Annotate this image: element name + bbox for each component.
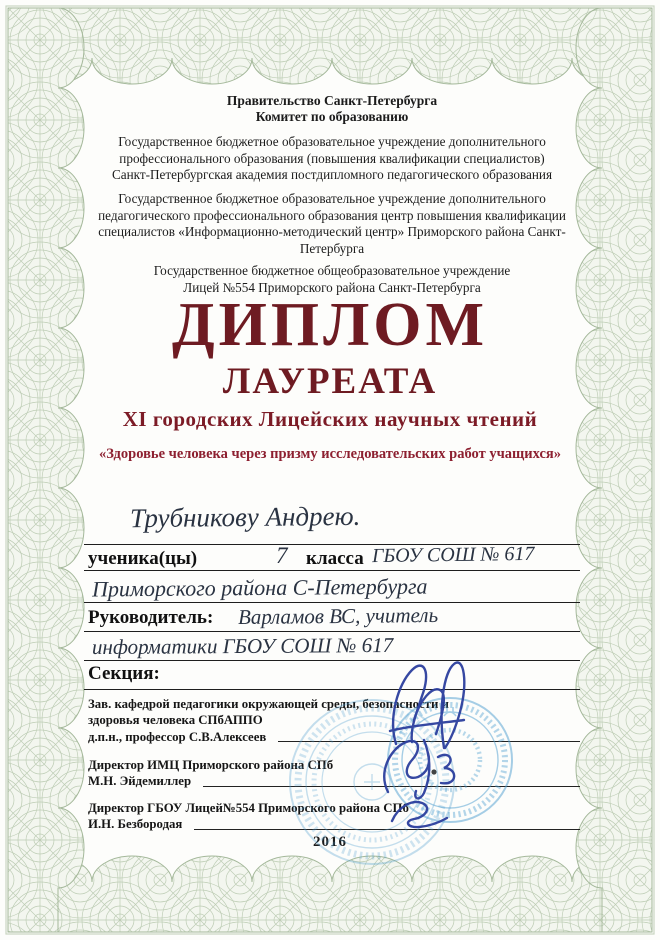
year-label: 2016 [313, 834, 347, 850]
stamp-dot [431, 769, 436, 774]
diploma-subtitle: ЛАУРЕАТА [222, 361, 438, 402]
grade-handwritten: 7 [276, 543, 288, 568]
gov-line-2: Комитет по образованию [255, 109, 409, 125]
signer-name: д.п.н., профессор С.В.Алексеев [88, 729, 267, 744]
signer-role: Директор ИМЦ Приморского района СПб [88, 758, 334, 772]
signer-name: М.Н. Эйдемиллер [88, 774, 192, 789]
district-handwritten: Приморского района С-Петербурга [91, 573, 428, 602]
event-title: XI городских Лицейских научных чтений [122, 407, 538, 431]
signer-role: Директор ГБОУ Лицей№554 Приморского района СПб [88, 801, 409, 815]
supervisor-handwritten: Варламов ВС, учитель [237, 602, 439, 630]
student-name-handwritten: Трубникову Андрею. [129, 500, 361, 534]
organization-imc: Государственное бюджетное образовательное учреждение дополнительного педагогического профессионального образования центр повышения квалификации специалистов «Информационно-методический центр» Приморского района Санкт-Петербурга [98, 191, 566, 256]
school-handwritten: ГБОУ СОШ № 617 [371, 542, 535, 568]
diploma-title: ДИПЛОМ [171, 291, 489, 359]
organization-appo: Государственное бюджетное образовательное учреждение дополнительного профессионального образования (повышения квалификации специалистов) Санкт-Петербургская академия постдипломного педагогического образования [111, 134, 553, 182]
organization-lyceum: Государственное бюджетное общеобразовательное учреждение Лицей №554 Приморского района Санкт-Петербурга [153, 263, 511, 295]
supervisor-label: Руководитель: [88, 607, 214, 628]
grade-label: класса [306, 548, 364, 569]
section-label: Секция: [88, 663, 160, 684]
signer-name: И.Н. Безбородая [88, 817, 183, 832]
student-label: ученика(цы) [88, 548, 198, 569]
gov-line-1: Правительство Санкт-Петербурга [226, 93, 438, 108]
event-theme: «Здоровье человека через призму исследовательских работ учащихся» [99, 446, 561, 462]
supervisor-handwritten-2: информатики ГБОУ СОШ № 617 [91, 632, 394, 660]
signer-role: Зав. кафедрой педагогики окружающей среды, безопасности и здоровья человека СПбАППО [88, 697, 449, 728]
